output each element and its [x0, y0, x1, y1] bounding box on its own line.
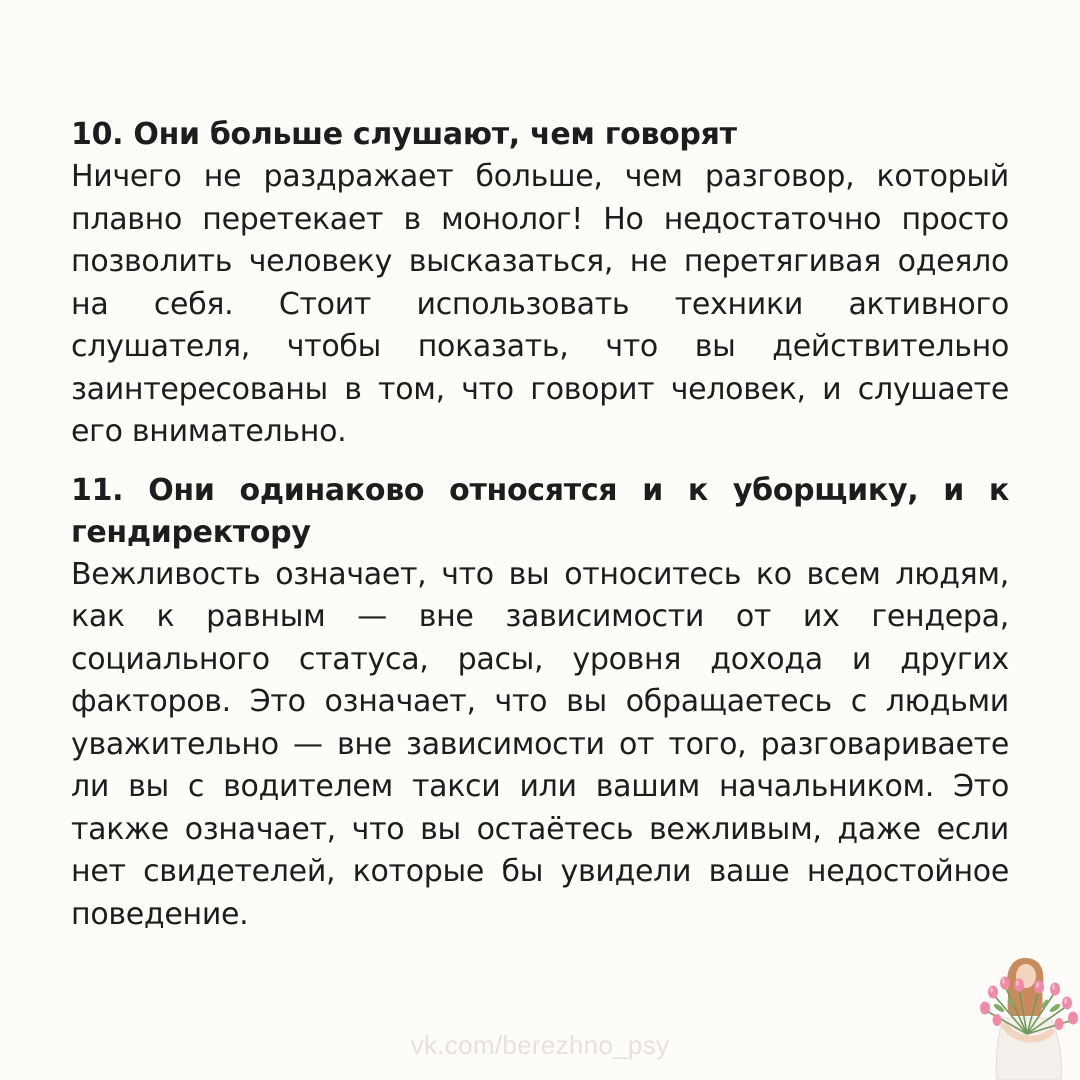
footer-link[interactable]: vk.com/berezhno_psy [410, 1030, 670, 1060]
section-10-heading: 10. Они больше слушают, чем говорят [71, 117, 737, 152]
section-divider-space [71, 454, 1009, 470]
section-10-body: Ничего не раздражает больше, чем разговор, который плавно перетекает в монолог! Но недостаточно просто позволить человеку высказаться, не перетягивая одеяло на себя. Стоит использовать техники активного слушателя, чтобы показать, что вы действительно заинтересованы в том, что говорит человек, и слушаете его внимательно. [71, 159, 1009, 449]
woman-with-flowers-illustration [975, 948, 1080, 1080]
section-11-body: Вежливость означает, что вы относитесь ко всем людям, как к равным — вне зависимости от их гендера, социального статуса, расы, уровня дохода и других факторов. Это означает, что вы обращаетесь с людьми уважительно — вне зависимости от того, разговариваете ли вы с водителем такси или вашим начальником. Это также означает, что вы остаётесь вежливым, даже если нет свидетелей, которые бы увидели ваше недостойное поведение. [71, 556, 1009, 932]
section-11-heading: 11. Они одинаково относятся и к уборщику, и к гендиректору [71, 472, 1009, 550]
article-content [71, 114, 1009, 936]
